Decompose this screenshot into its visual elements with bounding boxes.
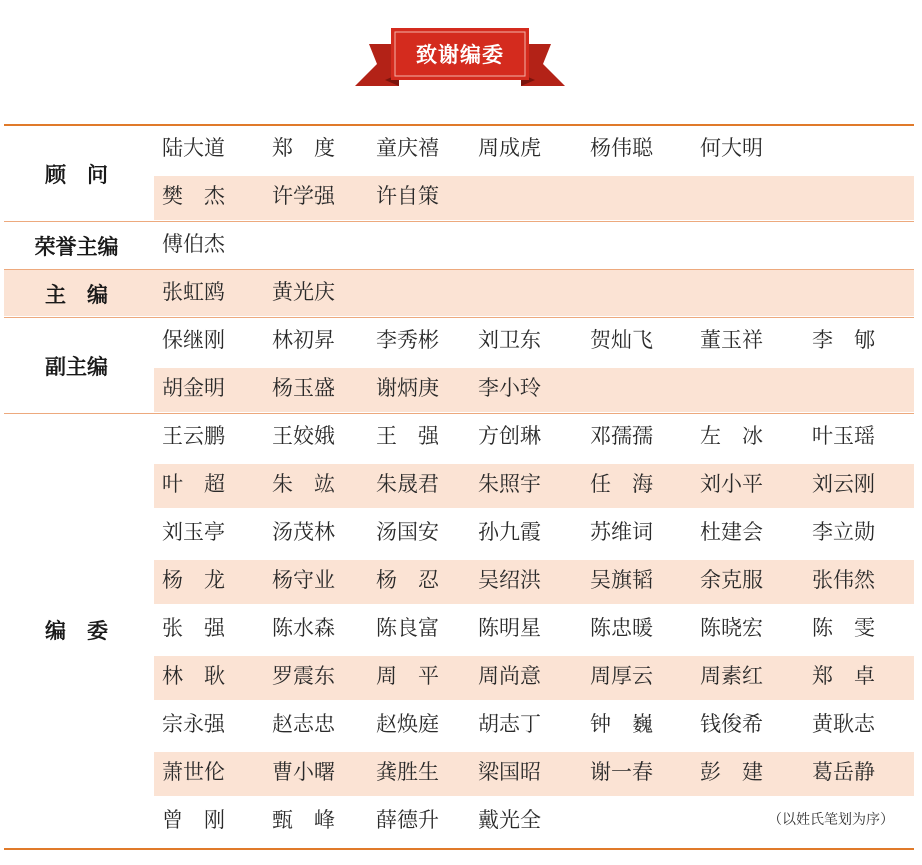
member-name: 叶 超 bbox=[162, 472, 225, 496]
member-name: 曾 刚 bbox=[162, 808, 225, 832]
member-name: 汤国安 bbox=[376, 520, 439, 544]
member-name: 童庆禧 bbox=[376, 136, 439, 160]
member-name: 樊 杰 bbox=[162, 184, 225, 208]
section-label: 主 编 bbox=[45, 283, 108, 307]
member-name: 周 平 bbox=[376, 664, 439, 688]
member-name: 何大明 bbox=[700, 136, 763, 160]
member-name: 叶玉瑶 bbox=[812, 424, 875, 448]
member-name: 陈晓宏 bbox=[700, 616, 763, 640]
member-name: 陈忠暖 bbox=[590, 616, 653, 640]
member-name: 钱俊希 bbox=[700, 712, 763, 736]
member-name: 董玉祥 bbox=[700, 328, 763, 352]
member-name: 陆大道 bbox=[162, 136, 225, 160]
member-name: 梁国昭 bbox=[478, 760, 541, 784]
section-label: 编 委 bbox=[45, 619, 108, 643]
member-name: 王 强 bbox=[376, 424, 439, 448]
member-name: 林初昇 bbox=[272, 328, 335, 352]
member-name: 周厚云 bbox=[590, 664, 653, 688]
member-name: 陈明星 bbox=[478, 616, 541, 640]
member-name: 罗震东 bbox=[272, 664, 335, 688]
member-name: 李 郇 bbox=[812, 328, 875, 352]
member-name: 彭 建 bbox=[700, 760, 763, 784]
member-name: 萧世伦 bbox=[162, 760, 225, 784]
member-name: 林 耿 bbox=[162, 664, 225, 688]
member-name: 傅伯杰 bbox=[162, 232, 225, 256]
member-name: 杨伟聪 bbox=[590, 136, 653, 160]
member-name: 李小玲 bbox=[478, 376, 541, 400]
member-name: 黄耿志 bbox=[812, 712, 875, 736]
member-name: 保继刚 bbox=[162, 328, 225, 352]
member-name: 许学强 bbox=[272, 184, 335, 208]
member-name: 陈水森 bbox=[272, 616, 335, 640]
row-highlight bbox=[154, 176, 914, 220]
section-label: 顾 问 bbox=[45, 163, 108, 187]
member-name: 胡志丁 bbox=[478, 712, 541, 736]
member-name: 曹小曙 bbox=[272, 760, 335, 784]
member-name: 杜建会 bbox=[700, 520, 763, 544]
member-name: 吴旗韬 bbox=[590, 568, 653, 592]
member-name: 李秀彬 bbox=[376, 328, 439, 352]
member-name: 张伟然 bbox=[812, 568, 875, 592]
member-name: 甄 峰 bbox=[272, 808, 335, 832]
member-name: 陈良富 bbox=[376, 616, 439, 640]
member-name: 杨 龙 bbox=[162, 568, 225, 592]
member-name: 方创琳 bbox=[478, 424, 541, 448]
member-name: 杨守业 bbox=[272, 568, 335, 592]
member-name: 孙九霞 bbox=[478, 520, 541, 544]
member-name: 胡金明 bbox=[162, 376, 225, 400]
member-name: 赵志忠 bbox=[272, 712, 335, 736]
member-name: 朱照宇 bbox=[478, 472, 541, 496]
member-name: 刘云刚 bbox=[812, 472, 875, 496]
member-name: 张 强 bbox=[162, 616, 225, 640]
member-name: 张虹鸥 bbox=[162, 280, 225, 304]
member-name: 龚胜生 bbox=[376, 760, 439, 784]
member-name: 薛德升 bbox=[376, 808, 439, 832]
divider-line bbox=[4, 848, 914, 850]
member-name: 汤茂林 bbox=[272, 520, 335, 544]
member-name: 刘小平 bbox=[700, 472, 763, 496]
member-name: 杨玉盛 bbox=[272, 376, 335, 400]
member-name: 邓孺孺 bbox=[590, 424, 653, 448]
member-name: 周成虎 bbox=[478, 136, 541, 160]
title-ribbon bbox=[355, 24, 565, 92]
member-name: 杨 忍 bbox=[376, 568, 439, 592]
page-title: 致谢编委 bbox=[416, 43, 504, 67]
ordering-note: （以姓氏笔划为序） bbox=[768, 812, 894, 828]
section-label: 荣誉主编 bbox=[34, 235, 119, 259]
member-name: 谢炳庚 bbox=[376, 376, 439, 400]
member-name: 苏维词 bbox=[590, 520, 653, 544]
member-name: 戴光全 bbox=[478, 808, 541, 832]
member-name: 许自策 bbox=[376, 184, 439, 208]
member-name: 左 冰 bbox=[700, 424, 763, 448]
member-name: 周尚意 bbox=[478, 664, 541, 688]
member-name: 黄光庆 bbox=[272, 280, 335, 304]
member-name: 赵焕庭 bbox=[376, 712, 439, 736]
member-name: 宗永强 bbox=[162, 712, 225, 736]
member-name: 葛岳静 bbox=[812, 760, 875, 784]
member-name: 朱晟君 bbox=[376, 472, 439, 496]
member-name: 朱 竑 bbox=[272, 472, 335, 496]
section-label: 副主编 bbox=[45, 355, 108, 379]
member-name: 贺灿飞 bbox=[590, 328, 653, 352]
member-name: 刘卫东 bbox=[478, 328, 541, 352]
member-name: 周素红 bbox=[700, 664, 763, 688]
member-name: 郑 卓 bbox=[812, 664, 875, 688]
member-name: 任 海 bbox=[590, 472, 653, 496]
member-name: 李立勋 bbox=[812, 520, 875, 544]
member-name: 王云鹏 bbox=[162, 424, 225, 448]
member-name: 余克服 bbox=[700, 568, 763, 592]
member-name: 王姣娥 bbox=[272, 424, 335, 448]
member-name: 刘玉亭 bbox=[162, 520, 225, 544]
member-name: 钟 巍 bbox=[590, 712, 653, 736]
member-name: 吴绍洪 bbox=[478, 568, 541, 592]
member-name: 郑 度 bbox=[272, 136, 335, 160]
member-name: 谢一春 bbox=[590, 760, 653, 784]
member-name: 陈 雯 bbox=[812, 616, 875, 640]
